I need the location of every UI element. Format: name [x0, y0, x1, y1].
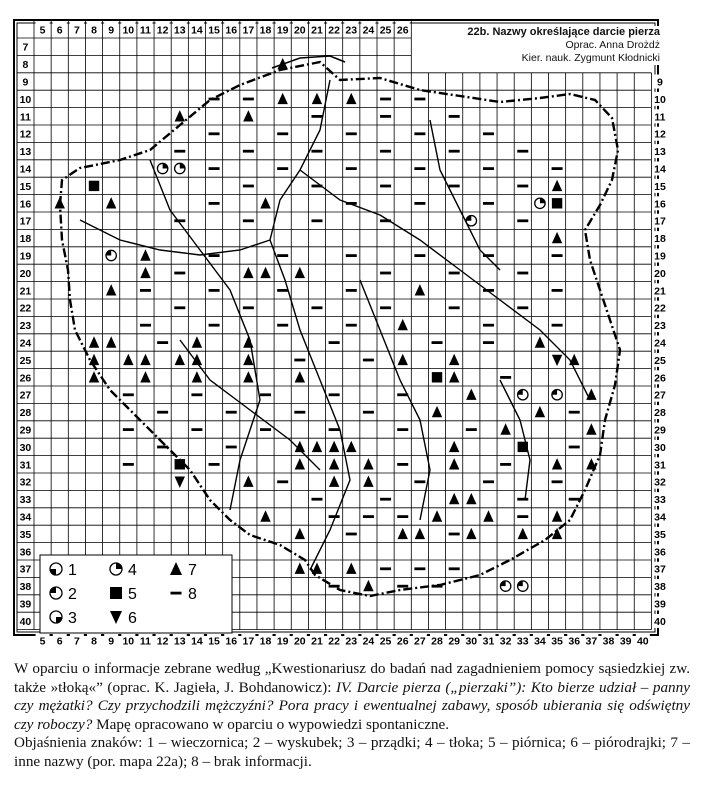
dash-icon — [363, 359, 374, 362]
square-icon — [89, 181, 99, 191]
legend-number: 3 — [68, 610, 77, 627]
dash-icon — [483, 254, 494, 257]
dash-icon — [346, 167, 357, 170]
dash-icon — [397, 428, 408, 431]
caption-intro: W oparciu o informacje zebrane według „Kwestionariusz do badań nad zagadnieniem pomocy sąsiedzkiej zw. także »tłoką«” (oprac. K. Jagieła, J. Bohdanowicz): — [14, 660, 690, 696]
dash-icon — [432, 341, 443, 344]
col-label-bottom: 21 — [311, 635, 323, 648]
row-label-left: 9 — [22, 76, 29, 89]
dash-icon — [552, 289, 563, 292]
row-label-left: 20 — [19, 267, 32, 280]
dash-icon — [174, 272, 185, 275]
dash-icon — [517, 219, 528, 222]
map-title: 22b. Nazwy określające darcie pierza — [467, 26, 660, 38]
legend-number: 5 — [128, 586, 137, 603]
row-label-left: 12 — [19, 128, 32, 141]
row-label-right: 39 — [654, 598, 666, 611]
dash-icon — [226, 411, 237, 414]
caption-legend-explanation: Objaśnienia znaków: 1 – wieczornica; 2 – wyskubek; 3 – prządki; 4 – tłoka; 5 – piórnica; 6 – piórodrajki; 7 – inne nazwy (por. mapa 22a); 8 – brak informacji. — [14, 734, 690, 770]
dash-icon — [483, 341, 494, 344]
dash-icon — [500, 463, 511, 466]
dash-icon — [552, 324, 563, 327]
dash-icon — [140, 324, 151, 327]
col-label-bottom: 15 — [208, 635, 220, 648]
legend-number: 4 — [128, 562, 137, 579]
row-label-right: 27 — [654, 389, 666, 402]
col-label-bottom: 8 — [91, 635, 97, 648]
col-label-top: 15 — [208, 24, 220, 37]
row-label-right: 29 — [654, 424, 666, 437]
row-label-right: 10 — [654, 93, 666, 106]
row-label-left: 32 — [19, 476, 32, 489]
row-label-left: 10 — [19, 93, 32, 106]
dash-icon — [209, 324, 220, 327]
square-icon — [110, 587, 122, 599]
col-label-bottom: 9 — [108, 635, 115, 648]
dash-icon — [174, 306, 185, 309]
dash-icon — [449, 272, 460, 275]
dash-icon — [346, 202, 357, 205]
dash-icon — [140, 289, 151, 292]
col-label-bottom: 25 — [379, 635, 392, 648]
dash-icon — [363, 411, 374, 414]
row-label-left: 34 — [19, 511, 32, 524]
dash-icon — [552, 480, 563, 483]
dash-icon — [243, 98, 254, 101]
row-label-left: 16 — [19, 198, 32, 211]
dash-icon — [346, 254, 357, 257]
dash-icon — [209, 463, 220, 466]
dash-icon — [209, 254, 220, 257]
col-label-top: 7 — [73, 24, 80, 37]
col-label-top: 11 — [139, 24, 152, 37]
dash-icon — [569, 446, 580, 449]
dash-icon — [552, 254, 563, 257]
dash-icon — [277, 324, 288, 327]
dash-icon — [380, 567, 391, 570]
col-label-bottom: 35 — [551, 635, 563, 648]
dash-icon — [483, 132, 494, 135]
row-label-left: 14 — [19, 163, 32, 176]
col-label-bottom: 26 — [396, 635, 409, 648]
dash-icon — [449, 567, 460, 570]
dash-icon — [311, 498, 322, 501]
dash-icon — [483, 289, 494, 292]
dash-icon — [483, 480, 494, 483]
dash-icon — [346, 324, 357, 327]
col-label-bottom: 39 — [619, 635, 632, 648]
row-label-left: 40 — [19, 615, 32, 628]
dash-icon — [397, 585, 408, 588]
row-label-left: 36 — [19, 546, 32, 559]
dash-icon — [432, 585, 443, 588]
dash-icon — [311, 150, 322, 153]
row-label-left: 38 — [19, 581, 32, 594]
dash-icon — [243, 306, 254, 309]
dash-icon — [414, 132, 425, 135]
col-label-top: 20 — [293, 24, 306, 37]
dash-icon — [397, 393, 408, 396]
dash-icon — [294, 359, 305, 362]
dash-icon — [380, 272, 391, 275]
dash-icon — [243, 185, 254, 188]
dash-icon — [226, 446, 237, 449]
dash-icon — [311, 306, 322, 309]
row-label-left: 21 — [19, 285, 32, 298]
col-label-top: 23 — [345, 24, 358, 37]
col-label-bottom: 31 — [482, 635, 495, 648]
dash-icon — [123, 393, 134, 396]
col-label-bottom: 32 — [499, 635, 512, 648]
row-label-left: 31 — [19, 459, 32, 472]
dash-icon — [209, 167, 220, 170]
col-label-bottom: 5 — [39, 635, 46, 648]
col-label-top: 21 — [311, 24, 323, 37]
dash-icon — [329, 515, 340, 518]
col-label-bottom: 40 — [636, 635, 649, 648]
row-label-right: 35 — [654, 528, 666, 541]
dash-icon — [209, 289, 220, 292]
col-label-bottom: 7 — [73, 635, 80, 648]
square-icon — [175, 459, 185, 469]
row-label-right: 23 — [654, 320, 666, 333]
col-label-bottom: 6 — [56, 635, 63, 648]
row-label-left: 35 — [19, 528, 32, 541]
dash-icon — [277, 289, 288, 292]
col-label-bottom: 17 — [242, 635, 255, 648]
row-label-right: 24 — [654, 337, 666, 350]
caption-questions: IV. Darcie pierza („pierzaki”): Kto bierze udział – panny czy mężatki? Czy przychodzili mężczyźni? Pora pracy i ewentualnej zabawy, sposób ubierania się odświętny czy roboczy? — [14, 678, 690, 733]
col-label-top: 17 — [242, 24, 255, 37]
dash-icon — [483, 167, 494, 170]
row-label-right: 30 — [654, 441, 666, 454]
row-label-right: 15 — [654, 180, 666, 193]
row-label-right: 14 — [654, 163, 666, 176]
row-label-left: 24 — [19, 337, 32, 350]
row-label-left: 18 — [19, 233, 32, 246]
dash-icon — [397, 515, 408, 518]
dash-icon — [157, 411, 168, 414]
col-label-top: 26 — [396, 24, 409, 37]
dash-icon — [414, 567, 425, 570]
row-label-left: 25 — [19, 354, 32, 367]
dash-icon — [260, 428, 271, 431]
square-icon — [518, 442, 528, 452]
col-label-bottom: 22 — [328, 635, 340, 648]
dash-icon — [294, 411, 305, 414]
row-label-right: 25 — [654, 354, 666, 367]
col-label-top: 5 — [39, 24, 46, 37]
col-label-top: 22 — [328, 24, 340, 37]
row-label-right: 18 — [654, 233, 666, 246]
square-icon — [432, 372, 442, 382]
col-label-bottom: 18 — [259, 635, 272, 648]
row-label-right: 9 — [657, 76, 663, 89]
col-label-bottom: 13 — [173, 635, 186, 648]
col-label-bottom: 37 — [585, 635, 598, 648]
col-label-bottom: 20 — [293, 635, 306, 648]
dash-icon — [449, 115, 460, 118]
col-label-bottom: 10 — [122, 635, 135, 648]
row-label-right: 37 — [654, 563, 666, 576]
dash-icon — [277, 480, 288, 483]
caption-source-note: Mapę opracowano w oparciu o wypowiedzi spontaniczne. — [92, 715, 450, 733]
map-caption — [14, 660, 690, 772]
dash-icon — [380, 219, 391, 222]
col-label-bottom: 36 — [568, 635, 581, 648]
row-label-right: 21 — [654, 285, 666, 298]
dash-icon — [380, 185, 391, 188]
dash-icon — [157, 446, 168, 449]
col-label-bottom: 24 — [362, 635, 375, 648]
row-label-left: 22 — [19, 302, 32, 315]
col-label-bottom: 11 — [139, 635, 152, 648]
row-label-left: 39 — [19, 598, 32, 611]
dash-icon — [414, 167, 425, 170]
dash-icon — [449, 150, 460, 153]
row-label-right: 32 — [654, 476, 666, 489]
row-label-left: 19 — [19, 250, 32, 263]
row-label-right: 11 — [654, 111, 666, 124]
dash-icon — [517, 150, 528, 153]
row-label-right: 28 — [654, 407, 666, 420]
dash-icon — [414, 254, 425, 257]
dash-icon — [329, 585, 340, 588]
dash-icon — [569, 411, 580, 414]
dash-icon — [329, 393, 340, 396]
dash-icon — [414, 202, 425, 205]
dash-icon — [517, 498, 528, 501]
col-label-top: 25 — [379, 24, 392, 37]
dash-icon — [171, 592, 182, 595]
dash-icon — [380, 115, 391, 118]
dash-icon — [517, 185, 528, 188]
col-label-bottom: 12 — [156, 635, 169, 648]
row-label-right: 20 — [654, 267, 666, 280]
dash-icon — [329, 428, 340, 431]
row-label-right: 40 — [654, 615, 666, 628]
dash-icon — [311, 185, 322, 188]
dash-icon — [157, 341, 168, 344]
row-label-right: 33 — [654, 494, 666, 507]
col-label-top: 6 — [56, 24, 63, 37]
dash-icon — [329, 341, 340, 344]
map-supervisor: Kier. nauk. Zygmunt Kłodnicki — [521, 52, 660, 64]
dash-icon — [260, 393, 271, 396]
dash-icon — [277, 254, 288, 257]
row-label-left: 29 — [19, 424, 32, 437]
col-label-top: 18 — [259, 24, 272, 37]
row-label-left: 23 — [19, 320, 32, 333]
col-label-bottom: 38 — [602, 635, 615, 648]
row-label-left: 30 — [19, 441, 32, 454]
col-label-bottom: 34 — [534, 635, 546, 648]
col-label-top: 24 — [362, 24, 375, 37]
dash-icon — [380, 150, 391, 153]
row-label-right: 36 — [654, 546, 666, 559]
dash-icon — [449, 533, 460, 536]
dash-icon — [209, 202, 220, 205]
dash-icon — [209, 132, 220, 135]
row-label-left: 37 — [19, 563, 32, 576]
map-credits — [440, 26, 660, 65]
row-label-right: 22 — [654, 302, 666, 315]
dash-icon — [517, 272, 528, 275]
legend-number: 6 — [128, 610, 137, 627]
dash-icon — [243, 219, 254, 222]
col-label-bottom: 28 — [431, 635, 443, 648]
dash-icon — [517, 306, 528, 309]
col-label-top: 14 — [191, 24, 203, 37]
col-label-bottom: 30 — [465, 635, 478, 648]
dash-icon — [380, 98, 391, 101]
col-label-bottom: 27 — [414, 635, 426, 648]
row-label-left: 15 — [19, 180, 32, 193]
dash-icon — [380, 498, 391, 501]
col-label-bottom: 19 — [276, 635, 289, 648]
legend-number: 1 — [68, 562, 77, 579]
row-label-right: 31 — [654, 459, 666, 472]
dash-icon — [449, 185, 460, 188]
row-label-left: 8 — [22, 59, 29, 72]
col-label-bottom: 14 — [191, 635, 203, 648]
dash-icon — [414, 480, 425, 483]
col-label-top: 9 — [108, 24, 115, 37]
col-label-top: 8 — [91, 24, 97, 37]
dash-icon — [552, 167, 563, 170]
legend-number: 2 — [68, 586, 77, 603]
dash-icon — [209, 98, 220, 101]
col-label-bottom: 23 — [345, 635, 358, 648]
row-label-left: 17 — [19, 215, 32, 228]
row-label-left: 26 — [19, 372, 32, 385]
row-label-right: 26 — [654, 372, 666, 385]
dash-icon — [414, 98, 425, 101]
dash-icon — [380, 306, 391, 309]
row-label-right: 19 — [654, 250, 666, 263]
row-label-left: 13 — [19, 146, 32, 159]
dash-icon — [483, 202, 494, 205]
dash-icon — [277, 132, 288, 135]
row-label-right: 17 — [654, 215, 666, 228]
legend-number: 7 — [188, 562, 197, 579]
dash-icon — [397, 463, 408, 466]
dash-icon — [363, 515, 374, 518]
col-label-top: 19 — [276, 24, 289, 37]
dash-icon — [569, 498, 580, 501]
row-label-right: 38 — [654, 581, 666, 594]
dash-icon — [191, 428, 202, 431]
row-label-left: 33 — [19, 494, 32, 507]
dash-icon — [346, 132, 357, 135]
dash-icon — [277, 167, 288, 170]
square-icon — [552, 198, 562, 208]
dash-icon — [346, 533, 357, 536]
col-label-bottom: 33 — [516, 635, 529, 648]
row-label-left: 11 — [19, 111, 31, 124]
dash-icon — [500, 376, 511, 379]
row-label-left: 7 — [22, 41, 29, 54]
row-label-right: 16 — [654, 198, 666, 211]
dash-icon — [449, 306, 460, 309]
dash-icon — [311, 115, 322, 118]
dash-icon — [466, 428, 477, 431]
row-label-left: 27 — [19, 389, 32, 402]
row-label-right: 12 — [654, 128, 666, 141]
col-label-bottom: 16 — [225, 635, 238, 648]
dash-icon — [191, 393, 202, 396]
row-label-right: 34 — [654, 511, 666, 524]
dash-icon — [483, 324, 494, 327]
dash-icon — [174, 219, 185, 222]
legend-number: 8 — [188, 586, 197, 603]
col-label-bottom: 29 — [448, 635, 461, 648]
dash-icon — [517, 515, 528, 518]
row-label-right: 13 — [654, 146, 666, 159]
col-label-top: 12 — [156, 24, 169, 37]
map-legend — [40, 555, 232, 633]
dash-icon — [123, 428, 134, 431]
col-label-top: 10 — [122, 24, 135, 37]
dash-icon — [123, 463, 134, 466]
dash-icon — [243, 150, 254, 153]
dash-icon — [346, 289, 357, 292]
col-label-top: 16 — [225, 24, 238, 37]
dash-icon — [311, 219, 322, 222]
dash-icon — [174, 150, 185, 153]
row-label-left: 28 — [19, 407, 32, 420]
map-author: Oprac. Anna Drożdż — [565, 39, 660, 51]
col-label-top: 13 — [173, 24, 186, 37]
